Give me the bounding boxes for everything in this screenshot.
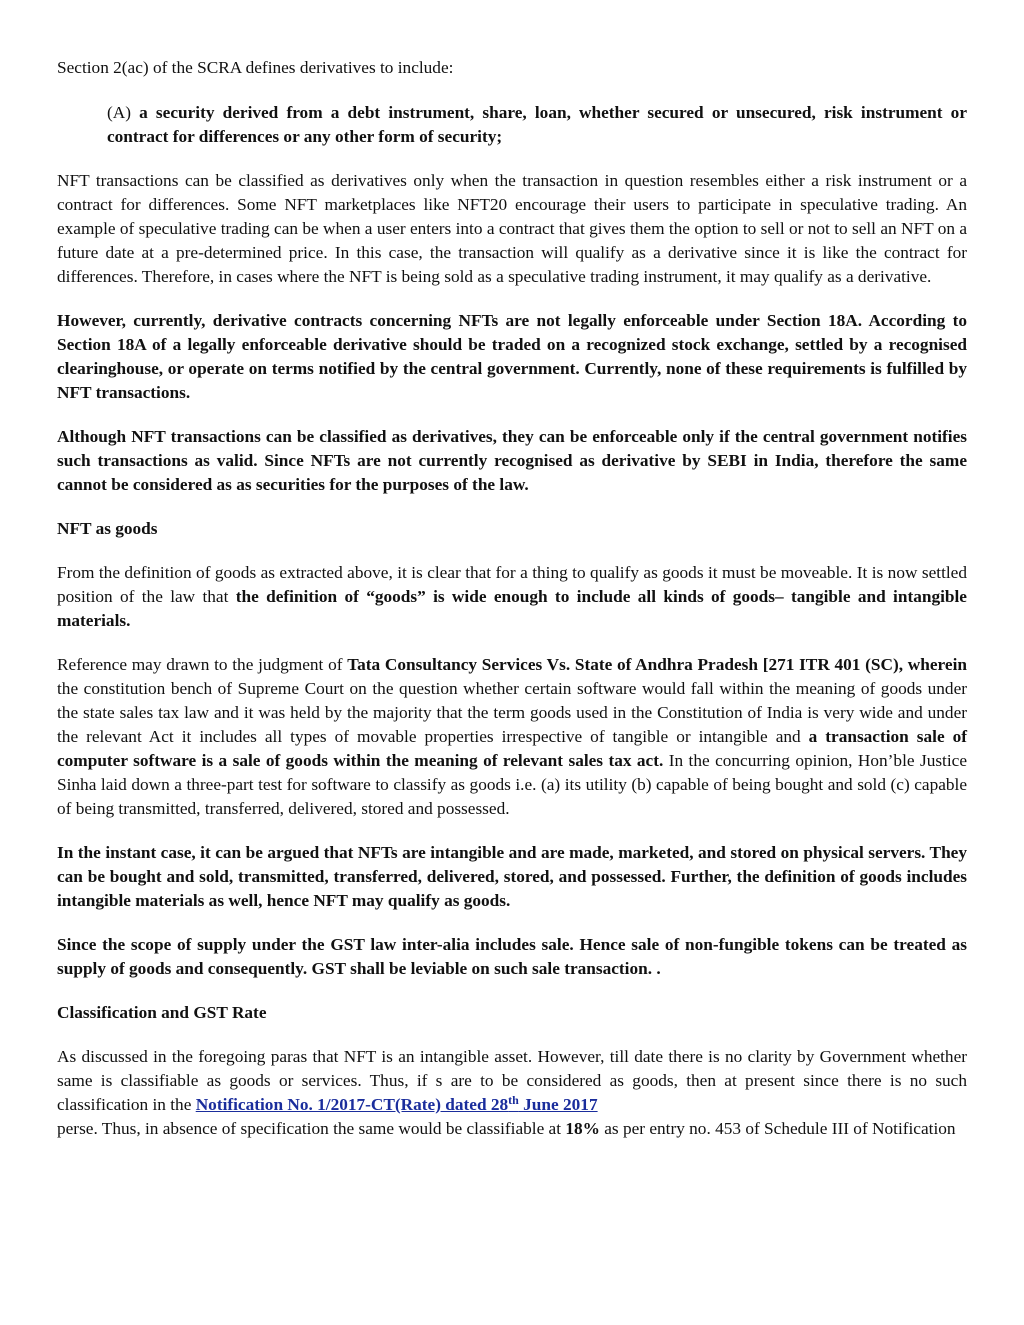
heading-classification-gst-rate bbox=[57, 1001, 967, 1025]
paragraph-enforceable bbox=[57, 425, 967, 497]
paragraph-definition-a bbox=[107, 101, 967, 149]
supply-scope-text: Since the scope of supply under the GST law inter-alia includes sale. Hence sale of non-fungible tokens can be treated as supply of goods and consequently. GST shall be leviable on such sale transaction. . bbox=[57, 935, 967, 978]
paragraph-supply-scope bbox=[57, 933, 967, 981]
section-18a-text: However, currently, derivative contracts concerning NFTs are not legally enforceable under Section 18A. According to Section 18A of a legally enforceable derivative should be traded on a recognized stock exchange, settled by a recognised clearinghouse, or operate on terms notified by the central government. Currently, none of these requirements is fulfilled by NFT transactions. bbox=[57, 311, 967, 402]
tcs-case-citation: Tata Consultancy Services Vs. State of Andhra Pradesh [271 ITR 401 (SC), wherein bbox=[347, 655, 967, 674]
definition-prefix: (A) bbox=[107, 103, 140, 122]
paragraph-nft-derivatives bbox=[57, 169, 967, 289]
paragraph-definition-goods bbox=[57, 561, 967, 633]
heading-nft-as-goods bbox=[57, 517, 967, 541]
paragraph-section-18a bbox=[57, 309, 967, 405]
definition-goods-bold: the definition of “goods” is wide enough to include all kinds of goods– tangible and intangible materials. bbox=[57, 587, 967, 630]
document-page bbox=[57, 56, 967, 1161]
classification-text-1: As discussed in the foregoing paras that NFT is an intangible asset. However, till date there is no clarity by Government whether same is classifiable as goods or services. Thus, if s are to be considered as goods, then at present since there is no such classification in the bbox=[57, 1047, 967, 1114]
tcs-text-1: Reference may drawn to the judgment of bbox=[57, 655, 348, 674]
tcs-text-2: the constitution bench of Supreme Court on the question whether certain software would fall within the meaning of goods under the state sales tax law and it was held by the majority that the term goods used in the Constitution of India is very wide and under the relevant Act it includes all types of movable properties irrespective of tangible or intangible and bbox=[57, 679, 967, 746]
heading-nft-as-goods-text: NFT as goods bbox=[57, 519, 158, 538]
tcs-holding: a transaction sale of computer software is a sale of goods within the meaning of relevant sales tax act. bbox=[57, 727, 967, 770]
definition-goods-text: From the definition of goods as extracted above, it is clear that for a thing to qualify as goods it must be moveable. It is now settled position of the law that bbox=[57, 563, 967, 606]
gst-rate: 18% bbox=[565, 1119, 600, 1138]
intro-text: Section 2(ac) of the SCRA defines derivatives to include: bbox=[57, 58, 454, 77]
enforceable-text: Although NFT transactions can be classified as derivatives, they can be enforceable only if the central government notifies such transactions as valid. Since NFTs are not currently recognised as derivative by SEBI in India, therefore the same cannot be considered as as securities for the purposes of the law. bbox=[57, 427, 967, 494]
paragraph-instant-case bbox=[57, 841, 967, 913]
notification-link-end: June 2017 bbox=[518, 1095, 598, 1114]
notification-link[interactable] bbox=[196, 1095, 598, 1114]
paragraph-classification bbox=[57, 1045, 967, 1141]
nft-derivatives-text: NFT transactions can be classified as derivatives only when the transaction in question resembles either a risk instrument or a contract for differences. Some NFT marketplaces like NFT20 encourage their users to participate in speculative trading. An example of speculative trading can be when a user enters into a contract that gives them the option to sell or not to sell an NFT on a future date at a pre-determined price. In this case, the transaction will qualify as a derivative since it is like the contract for differences. Therefore, in cases where the NFT is being sold as a speculative trading instrument, it may qualify as a derivative. bbox=[57, 171, 967, 286]
paragraph-tcs-judgment bbox=[57, 653, 967, 821]
classification-text-3: as per entry no. 453 of Schedule III of Notification bbox=[599, 1119, 956, 1138]
notification-link-main: Notification No. 1/2017-CT(Rate) dated 28 bbox=[195, 1095, 509, 1114]
heading-classification-text: Classification and GST Rate bbox=[57, 1003, 267, 1022]
instant-case-text: In the instant case, it can be argued that NFTs are intangible and are made, marketed, and stored on physical servers. They can be bought and sold, transmitted, transferred, delivered, stored, and possessed. Further, the definition of goods includes intangible materials as well, hence NFT may qualify as goods. bbox=[57, 843, 967, 910]
paragraph-intro bbox=[57, 56, 967, 80]
classification-text-2: perse. Thus, in absence of specification the same would be classifiable at bbox=[57, 1119, 566, 1138]
tcs-text-3: In the concurring opinion, Hon’ble Justice Sinha laid down a three-part test for software to classify as goods i.e. (a) its utility (b) capable of being bought and sold (c) capable of being transmitted, transferred, delivered, stored and possessed. bbox=[57, 751, 967, 818]
definition-text: a security derived from a debt instrument, share, loan, whether secured or unsecured, risk instrument or contract for differences or any other form of security; bbox=[107, 103, 967, 146]
notification-link-sup: th bbox=[508, 1093, 519, 1107]
